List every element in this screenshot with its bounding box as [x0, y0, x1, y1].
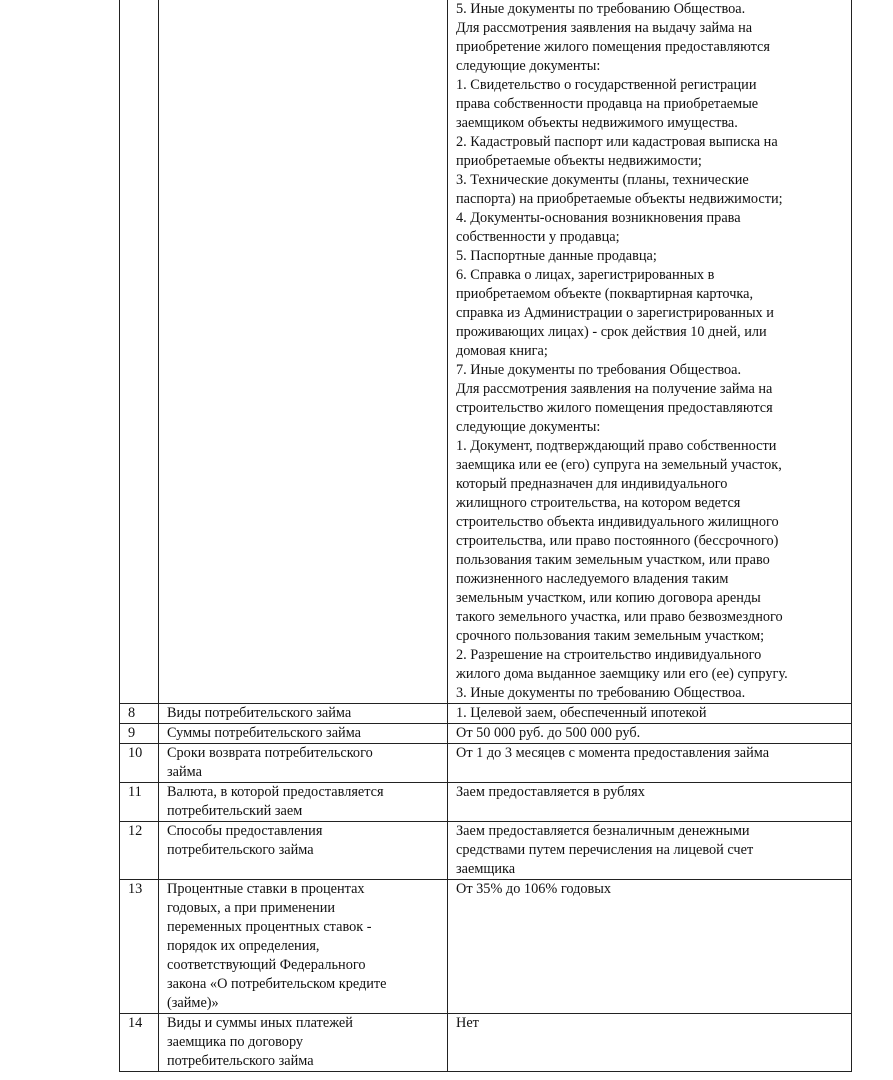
row-number-cell: 12: [120, 822, 159, 880]
row-number-cell: 11: [120, 783, 159, 822]
row-value-line: заемщика: [456, 861, 516, 877]
row-number-cell: 9: [120, 724, 159, 744]
row-value-cell: [448, 704, 852, 724]
row-name-line: соответствующий Федерального: [167, 957, 366, 973]
row-value-cell: [448, 783, 852, 822]
row-value-line: 1. Целевой заем, обеспеченный ипотекой: [456, 705, 707, 721]
row-number-cell: 10: [120, 744, 159, 783]
document-list-line: проживающих лицах) - срок действия 10 дней, или: [456, 324, 767, 340]
row-name-line: заемщика по договору: [167, 1034, 304, 1050]
document-list-line: 2. Кадастровый паспорт или кадастровая выписка на: [456, 134, 778, 150]
document-list-line: Для рассмотрения заявления на получение займа на: [456, 381, 773, 397]
document-list-line: 3. Иные документы по требованию Обществоа.: [456, 685, 746, 701]
table-row: [120, 880, 852, 1014]
document-list-line: справка из Администрации о зарегистрированных и: [456, 305, 774, 321]
table-row: [120, 822, 852, 880]
row-value-line: От 1 до 3 месяцев с момента предоставления займа: [456, 745, 770, 761]
row-name-line: переменных процентных ставок -: [167, 919, 372, 935]
row-value-line: От 50 000 руб. до 500 000 руб.: [456, 725, 641, 741]
row-value-line: средствами путем перечисления на лицевой счет: [456, 842, 754, 858]
documents-list-cell: [448, 0, 852, 704]
table-body: [120, 0, 852, 1072]
document-list-line: пожизненного наследуемого владения таким: [456, 571, 729, 587]
table-row-documents: [120, 0, 852, 704]
document-list-line: жилищного строительства, на котором ведется: [456, 495, 741, 511]
document-list-line: такого земельного участка, или право безвозмездного: [456, 609, 783, 625]
document-list-line: земельным участком, или копию договора аренды: [456, 590, 761, 606]
row-name-line: Сроки возврата потребительского: [167, 745, 373, 761]
document-list-line: строительство объекта индивидуального жилищного: [456, 514, 779, 530]
row-name-cell: [159, 0, 448, 704]
document-list-line: строительство жилого помещения предоставляются: [456, 400, 773, 416]
row-name-cell: [159, 744, 448, 783]
row-number-cell: 13: [120, 880, 159, 1014]
row-name-line: потребительский заем: [167, 803, 303, 819]
row-name-cell: [159, 880, 448, 1014]
table-row: [120, 704, 852, 724]
row-name-line: годовых, а при применении: [167, 900, 336, 916]
row-name-cell: [159, 822, 448, 880]
row-name-line: Суммы потребительского займа: [167, 725, 361, 741]
row-name-line: порядок их определения,: [167, 938, 320, 954]
row-number-cell: [120, 0, 159, 704]
row-name-line: закона «О потребительском кредите: [167, 976, 387, 992]
document-list-line: 5. Паспортные данные продавца;: [456, 248, 657, 264]
row-name-cell: [159, 724, 448, 744]
row-name-line: Виды потребительского займа: [167, 705, 352, 721]
row-value-line: Заем предоставляется в рублях: [456, 784, 645, 800]
document-list-line: 3. Технические документы (планы, технические: [456, 172, 749, 188]
document-list-line: пользования таким земельным участком, или право: [456, 552, 770, 568]
row-name-cell: [159, 783, 448, 822]
document-list-line: заемщиком объекты недвижимого имущества.: [456, 115, 738, 131]
row-name-cell: [159, 1014, 448, 1072]
row-value-line: Заем предоставляется безналичным денежными: [456, 823, 750, 839]
row-value-cell: [448, 1014, 852, 1072]
document-list-line: 4. Документы-основания возникновения права: [456, 210, 741, 226]
document-list-line: 7. Иные документы по требования Обществоа.: [456, 362, 742, 378]
document-list-line: собственности у продавца;: [456, 229, 620, 245]
document-list-line: который предназначен для индивидуального: [456, 476, 728, 492]
document-list-line: строительства, или право постоянного (бессрочного): [456, 533, 779, 549]
row-number-cell: 14: [120, 1014, 159, 1072]
table-row: [120, 744, 852, 783]
document-list-line: срочного пользования таким земельным участком;: [456, 628, 765, 644]
document-list-line: 1. Документ, подтверждающий право собственности: [456, 438, 777, 454]
table-row: [120, 783, 852, 822]
row-number-cell: 8: [120, 704, 159, 724]
document-list-line: домовая книга;: [456, 343, 548, 359]
document-list-line: 6. Справка о лицах, зарегистрированных в: [456, 267, 715, 283]
document-list-line: приобретаемые объекты недвижимости;: [456, 153, 702, 169]
row-value-line: От 35% до 106% годовых: [456, 881, 612, 897]
document-list-line: жилого дома выданное заемщику или его (ее) супругу.: [456, 666, 788, 682]
document-list-line: заемщика или ее (его) супруга на земельный участок,: [456, 457, 782, 473]
document-list-line: приобретение жилого помещения предоставляются: [456, 39, 770, 55]
row-name-line: займа: [167, 764, 202, 780]
document-list-line: 2. Разрешение на строительство индивидуального: [456, 647, 762, 663]
row-name-line: Валюта, в которой предоставляется: [167, 784, 384, 800]
row-name-line: потребительского займа: [167, 842, 314, 858]
row-name-line: потребительского займа: [167, 1053, 314, 1069]
document-list-line: следующие документы:: [456, 58, 601, 74]
document-list-line: Для рассмотрения заявления на выдачу займа на: [456, 20, 753, 36]
document-list-line: приобретаемом объекте (поквартирная карточка,: [456, 286, 754, 302]
row-name-line: (займе)»: [167, 995, 219, 1011]
document-list-line: паспорта) на приобретаемые объекты недвижимости;: [456, 191, 783, 207]
document-list-line: следующие документы:: [456, 419, 601, 435]
document-list-line: права собственности продавца на приобретаемые: [456, 96, 759, 112]
row-value-cell: [448, 744, 852, 783]
row-name-line: Виды и суммы иных платежей: [167, 1015, 353, 1031]
row-name-cell: [159, 704, 448, 724]
row-value-cell: [448, 880, 852, 1014]
row-name-line: Способы предоставления: [167, 823, 323, 839]
table-row: [120, 724, 852, 744]
row-name-line: Процентные ставки в процентах: [167, 881, 365, 897]
row-value-cell: [448, 822, 852, 880]
row-value-cell: [448, 724, 852, 744]
loan-conditions-table: [119, 0, 852, 1072]
document-list-line: 5. Иные документы по требованию Обществоа.: [456, 1, 746, 17]
document-list-line: 1. Свидетельство о государственной регистрации: [456, 77, 757, 93]
table-row: [120, 1014, 852, 1072]
row-value-line: Нет: [456, 1015, 479, 1031]
